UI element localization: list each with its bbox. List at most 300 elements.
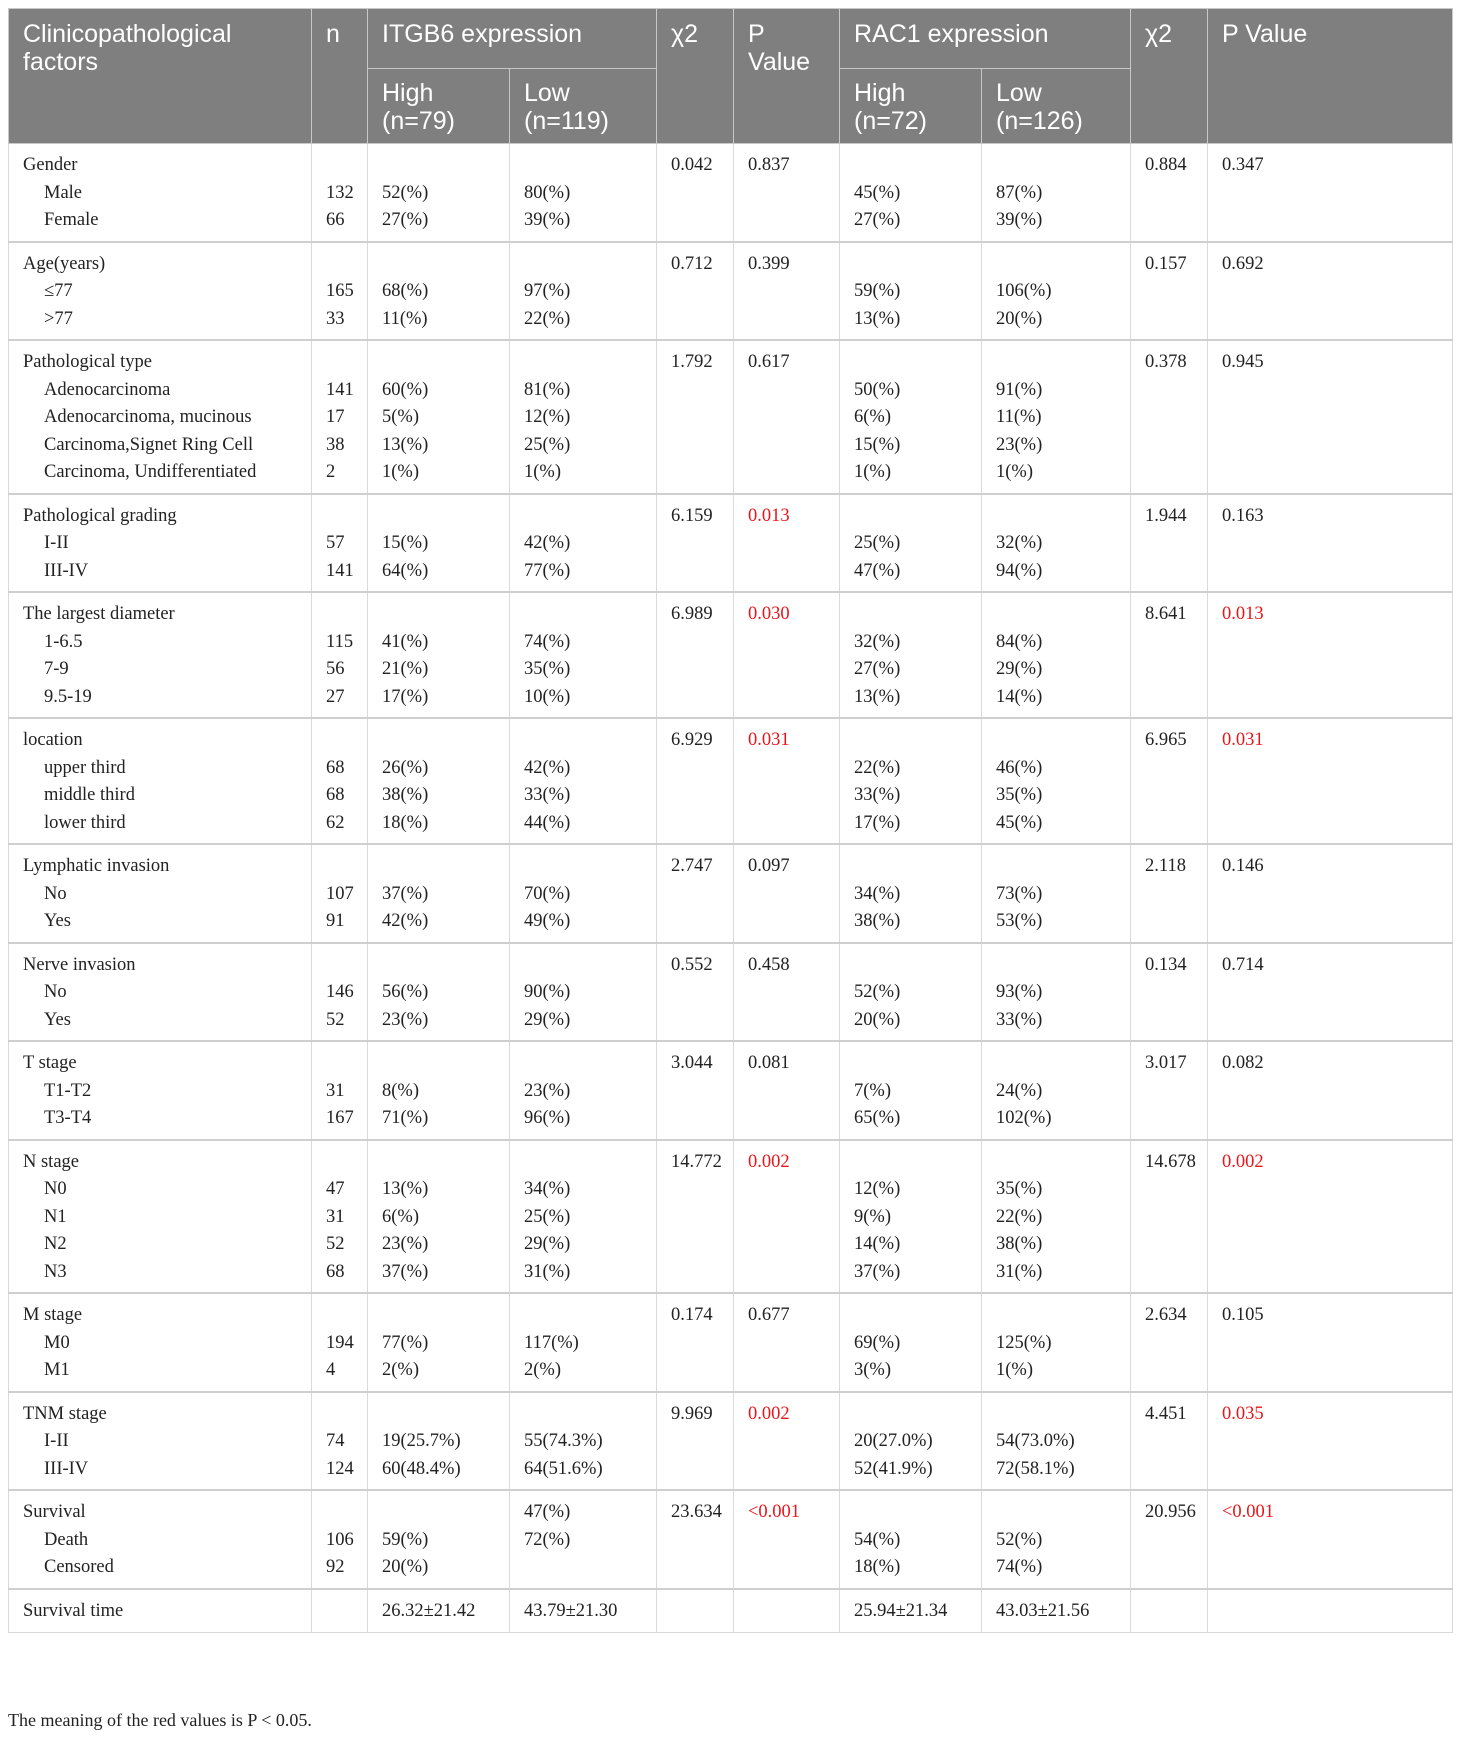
value: 60(%) [382,379,429,400]
cell-il [510,1140,657,1294]
value: 34(%) [854,883,901,904]
spacer [996,1499,1120,1527]
chi2-value: 1.792 [671,352,713,372]
p-value: 0.031 [1222,730,1264,750]
factor-title: Nerve invasion [23,954,136,975]
value: 72(58.1%) [996,1458,1075,1479]
value: 27(%) [854,659,901,679]
value: 6(%) [854,407,891,427]
value: 38(%) [996,1234,1043,1254]
factor-level: Carcinoma,Signet Ring Cell [44,434,254,455]
spacer [524,853,646,881]
p-value: 0.163 [1222,505,1264,526]
cell-n [312,718,368,844]
factor-level: I-II [44,1431,69,1451]
value: 19(25.7%) [382,1431,461,1451]
cell-chi2-rac1 [1131,1392,1208,1491]
empty-cell [1208,1589,1453,1633]
value: 17 [326,407,345,427]
header-pvalue-itgb6: P Value [734,9,840,144]
cell-rh [840,1392,982,1491]
cell-rl: 43.03±21.56 [982,1589,1131,1633]
factor-cell [9,1140,312,1294]
cell-pvalue-itgb6 [734,844,840,943]
cell-rh: 25.94±21.34 [840,1589,982,1633]
cell-rl [982,844,1131,943]
value: 106(%) [996,281,1052,301]
value: 71(%) [382,1108,429,1128]
factor-title: N stage [23,1151,79,1172]
cell-pvalue-itgb6 [734,340,840,494]
cell-rl [982,943,1131,1042]
factor-title: The largest diameter [23,604,175,624]
factor-cell [9,592,312,718]
factor-group-row [9,1140,1453,1294]
value [524,1554,646,1582]
value: 72(%) [524,1529,571,1550]
value: 6(%) [382,1206,419,1227]
value: 59(%) [382,1529,429,1550]
data-table-container [8,8,1452,1633]
value: 62 [326,812,345,833]
value: 39(%) [524,210,571,230]
spacer [382,251,499,279]
chi2-value: 8.641 [1145,604,1187,624]
value: 27(%) [854,210,901,230]
value: 124 [326,1458,354,1479]
cell-chi2-rac1 [1131,1293,1208,1392]
spacer [326,727,357,755]
p-value: 0.714 [1222,954,1264,975]
value: 20(%) [382,1557,429,1577]
spacer [382,1149,499,1177]
chi2-value: 2.118 [1145,856,1186,876]
value: 81(%) [524,379,571,400]
value: 23(%) [996,434,1043,455]
cell-ih [368,144,510,242]
header-chi2-rac1: χ2 [1131,9,1208,144]
value: 64(%) [382,560,429,581]
value: 22(%) [854,757,901,778]
value: 73(%) [996,883,1043,904]
spacer [854,251,971,279]
cell-pvalue-rac1 [1208,144,1453,242]
value: 77(%) [382,1332,429,1353]
value: 2(%) [524,1360,561,1380]
value: 35(%) [524,659,571,679]
value: 1(%) [382,462,419,482]
value: 18(%) [382,812,429,833]
value: 11(%) [996,407,1042,427]
value: 27 [326,686,345,707]
spacer [996,1050,1120,1078]
value: 32(%) [854,631,901,652]
chi2-value: 2.747 [671,856,713,876]
cell-chi2-rac1 [1131,340,1208,494]
value: 4 [326,1360,336,1380]
cell-n [312,844,368,943]
value: 20(%) [996,308,1043,329]
value: 42(%) [382,911,429,931]
value: 70(%) [524,883,571,904]
value: 7(%) [854,1080,891,1101]
factor-title: Age(years) [23,253,106,274]
spacer [524,727,646,755]
factor-cell [9,144,312,242]
value: 52(41.9%) [854,1458,933,1479]
value: 45(%) [996,812,1043,833]
value: 12(%) [854,1179,901,1199]
value: 38 [326,434,345,455]
value: 68 [326,1261,345,1282]
value: 22(%) [996,1206,1043,1227]
factor-title: Pathological grading [23,505,177,526]
factor-level: Male [44,182,83,203]
factor-title: Pathological type [23,352,152,372]
cell-rl [982,1140,1131,1294]
spacer [382,601,499,629]
value: 18(%) [854,1557,901,1577]
p-value: 0.399 [748,253,790,274]
cell-pvalue-rac1 [1208,340,1453,494]
value: 8(%) [382,1080,419,1101]
value: 59(%) [854,281,901,301]
spacer [382,152,499,180]
value: 31(%) [524,1261,571,1282]
cell-chi2-itgb6 [657,340,734,494]
value: 14(%) [996,686,1043,707]
value: 37(%) [382,1261,429,1282]
cell-n [312,1293,368,1392]
cell-pvalue-rac1 [1208,943,1453,1042]
value: 45(%) [854,182,901,203]
chi2-value: 0.712 [671,253,713,274]
empty-cell [312,1589,368,1633]
chi2-value: 0.134 [1145,954,1187,975]
p-value: 0.097 [748,856,790,876]
factor-title: TNM stage [23,1403,107,1424]
cell-n [312,1490,368,1589]
value: 29(%) [524,1009,571,1030]
cell-il [510,1392,657,1491]
factor-group-row [9,1392,1453,1491]
chi2-value: 4.451 [1145,1403,1187,1424]
factor-cell [9,242,312,341]
chi2-value: 1.944 [1145,505,1187,526]
value: 68(%) [382,281,429,301]
cell-chi2-rac1 [1131,1490,1208,1589]
cell-pvalue-itgb6 [734,1490,840,1589]
cell-pvalue-rac1 [1208,494,1453,593]
cell-rh [840,1293,982,1392]
spacer [382,1499,499,1527]
spacer [326,1499,357,1527]
spacer [996,952,1120,980]
value: 42(%) [524,757,571,778]
chi2-value: 9.969 [671,1403,713,1424]
cell-chi2-rac1 [1131,943,1208,1042]
chi2-value: 6.159 [671,505,713,526]
factor-group-row [9,144,1453,242]
cell-il [510,494,657,593]
cell-n [312,340,368,494]
factor-level: III-IV [44,560,89,581]
p-value: 0.146 [1222,856,1264,876]
value: 56(%) [382,982,429,1002]
cell-pvalue-itgb6 [734,494,840,593]
chi2-value: 0.042 [671,155,713,175]
cell-chi2-itgb6 [657,1392,734,1491]
value: 33(%) [524,785,571,805]
value: 47(%) [854,560,901,581]
cell-ih [368,844,510,943]
header-n: n [312,9,368,144]
chi2-value: 0.552 [671,954,713,975]
spacer [382,727,499,755]
spacer [854,1302,971,1330]
spacer [326,1149,357,1177]
survival-time-label: Survival time [9,1589,312,1633]
spacer [996,1149,1120,1177]
factor-title: Lymphatic invasion [23,856,170,876]
cell-rh [840,718,982,844]
value: 12(%) [524,407,571,427]
value: 1(%) [524,462,561,482]
value: 13(%) [382,434,429,455]
spacer [326,1302,357,1330]
cell-n [312,943,368,1042]
value: 46(%) [996,757,1043,778]
cell-rh [840,1140,982,1294]
value: 68 [326,757,345,778]
chi2-value: 3.044 [671,1053,713,1073]
spacer [326,152,357,180]
value: 1(%) [854,462,891,482]
factor-level: I-II [44,533,69,553]
spacer [524,1401,646,1429]
cell-il [510,242,657,341]
p-value: 0.035 [1222,1403,1264,1424]
factor-title: location [23,730,83,750]
factor-level: Adenocarcinoma, mucinous [44,407,252,427]
spacer [382,853,499,881]
value: 64(51.6%) [524,1458,603,1479]
factor-level: 9.5-19 [44,686,92,707]
header-itgb6-high: High (n=79) [368,69,510,144]
cell-il [510,592,657,718]
cell-pvalue-rac1 [1208,1392,1453,1491]
p-value: 0.692 [1222,253,1264,274]
cell-rl [982,718,1131,844]
p-value: <0.001 [1222,1502,1275,1522]
cell-pvalue-rac1 [1208,1490,1453,1589]
cell-rh [840,844,982,943]
cell-ih [368,494,510,593]
factor-cell [9,943,312,1042]
value: 92 [326,1557,345,1577]
cell-chi2-rac1 [1131,1041,1208,1140]
header-rac1-expression: RAC1 expression [840,9,1131,69]
spacer [854,601,971,629]
chi2-value: 6.929 [671,730,713,750]
value: 31 [326,1080,345,1101]
header-itgb6-low: Low (n=119) [510,69,657,144]
table-body [9,144,1453,1633]
value: 24(%) [996,1080,1043,1101]
cell-n [312,1392,368,1491]
value: 35(%) [996,785,1043,805]
spacer [524,251,646,279]
value: 52(%) [854,982,901,1002]
cell-pvalue-rac1 [1208,592,1453,718]
spacer [854,727,971,755]
spacer [326,952,357,980]
value: 37(%) [854,1261,901,1282]
factor-cell [9,718,312,844]
value: 5(%) [382,407,419,427]
factor-level: middle third [44,785,135,805]
value: 13(%) [854,308,901,329]
p-value: <0.001 [748,1502,801,1522]
spacer [326,349,357,377]
factor-level: N1 [44,1206,67,1227]
cell-ih [368,340,510,494]
cell-ih [368,1490,510,1589]
factor-group-row [9,592,1453,718]
value: 2 [326,462,336,482]
value: 11(%) [382,308,428,329]
factor-level: Yes [44,1009,71,1030]
p-value: 0.458 [748,954,790,975]
value: 13(%) [382,1179,429,1199]
cell-ih [368,1140,510,1294]
value: 146 [326,982,354,1002]
factor-cell [9,1293,312,1392]
spacer [854,1149,971,1177]
cell-rl [982,592,1131,718]
spacer [854,1050,971,1078]
cell-il [510,340,657,494]
value: 90(%) [524,982,571,1002]
cell-chi2-rac1 [1131,1140,1208,1294]
cell-chi2-itgb6 [657,1293,734,1392]
clinicopathological-table [8,8,1453,1633]
spacer [382,503,499,531]
p-value: 0.347 [1222,155,1264,175]
value: 80(%) [524,182,571,203]
factor-cell [9,1041,312,1140]
cell-n [312,1140,368,1294]
value: 42(%) [524,533,571,553]
cell-chi2-rac1 [1131,242,1208,341]
factor-level: Carcinoma, Undifferentiated [44,462,257,482]
spacer [382,1050,499,1078]
value: 107 [326,883,354,904]
value: 10(%) [524,686,571,707]
cell-ih [368,943,510,1042]
factor-level: No [44,883,67,904]
cell-rl [982,1490,1131,1589]
cell-chi2-itgb6 [657,844,734,943]
factor-level: upper third [44,757,126,778]
value: 57 [326,533,345,553]
value: 34(%) [524,1179,571,1199]
factor-level: M1 [44,1360,70,1380]
factor-level: N0 [44,1179,67,1199]
value: 23(%) [524,1080,571,1101]
factor-title: M stage [23,1305,83,1325]
spacer [524,952,646,980]
value: 96(%) [524,1108,571,1128]
factor-level: ≤77 [44,281,73,301]
factor-cell [9,340,312,494]
spacer [996,727,1120,755]
value: 74(%) [996,1557,1043,1577]
value: 141 [326,379,354,400]
header-itgb6-expression: ITGB6 expression [368,9,657,69]
value: 125(%) [996,1332,1052,1353]
cell-ih [368,242,510,341]
value: 50(%) [854,379,901,400]
spacer [326,503,357,531]
value: 106 [326,1529,354,1550]
p-value: 0.002 [748,1403,790,1424]
factor-level: 7-9 [44,659,69,679]
cell-ih [368,1041,510,1140]
cell-ih [368,1392,510,1491]
value: 23(%) [382,1234,429,1254]
cell-n [312,592,368,718]
cell-chi2-itgb6 [657,1140,734,1294]
cell-pvalue-itgb6 [734,242,840,341]
value: 38(%) [382,785,429,805]
value: 55(74.3%) [524,1431,603,1451]
value: 54(73.0%) [996,1431,1075,1451]
value: 52(%) [996,1529,1043,1550]
value: 25(%) [524,1206,571,1227]
spacer [326,1050,357,1078]
factor-cell [9,1392,312,1491]
cell-chi2-rac1 [1131,144,1208,242]
value: 53(%) [996,911,1043,931]
value: 1(%) [996,1360,1033,1380]
spacer [854,152,971,180]
p-value: 0.105 [1222,1305,1264,1325]
factor-level: Female [44,210,99,230]
spacer [326,1401,357,1429]
value: 15(%) [382,533,429,553]
cell-pvalue-rac1 [1208,1041,1453,1140]
value: 44(%) [524,812,571,833]
cell-rl [982,494,1131,593]
value: 39(%) [996,210,1043,230]
factor-level: No [44,982,67,1002]
cell-il [510,844,657,943]
p-value: 0.837 [748,155,790,175]
factor-level: >77 [44,308,73,329]
factor-title: Survival [23,1502,86,1522]
value: 87(%) [996,182,1043,203]
value: 117(%) [524,1332,579,1353]
spacer [996,601,1120,629]
p-value: 0.945 [1222,352,1264,372]
value: 14(%) [854,1234,901,1254]
factor-group-row [9,494,1453,593]
chi2-value: 14.772 [671,1151,722,1172]
spacer [326,601,357,629]
value: 91(%) [996,379,1043,400]
factor-level: III-IV [44,1458,89,1479]
